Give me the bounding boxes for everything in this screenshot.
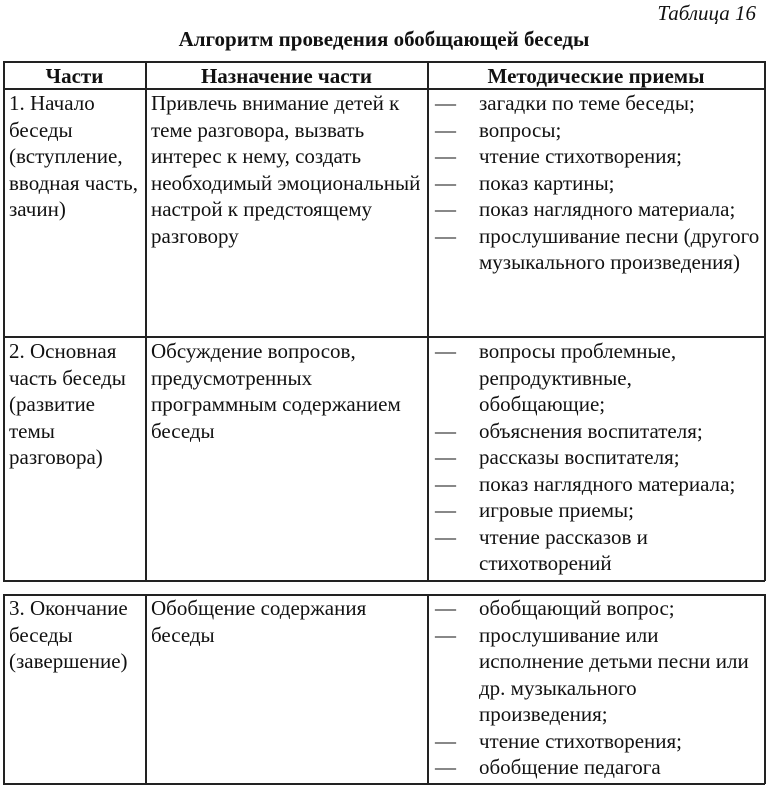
list-item: — показ наглядного материала;: [432, 196, 762, 223]
header-part: Части: [45, 64, 104, 88]
col1-divider: [145, 61, 147, 581]
row3-part: 3. Окончание беседы (завершение): [9, 596, 128, 673]
col2-divider: [427, 61, 429, 581]
row2-purpose: Обсуждение вопросов, предусмотренных программным содержанием беседы: [151, 339, 401, 443]
list-item: — объяснения воспитателя;: [432, 418, 762, 445]
right-border: [764, 61, 766, 581]
row2-part: 2. Основная часть беседы (развитие темы разговора): [9, 339, 126, 469]
row3-purpose: Обобщение содержания беседы: [151, 596, 367, 647]
list-item: — вопросы проблемные, репродуктивные, обобщающие;: [432, 338, 762, 418]
col2-divider-row3: [427, 594, 429, 784]
row2-methods-list: [432, 338, 762, 577]
table-bottom-border: [3, 783, 765, 785]
left-border: [3, 61, 5, 581]
list-item: — чтение стихотворения;: [432, 728, 762, 755]
list-item: — рассказы воспитателя;: [432, 444, 762, 471]
list-item: — обобщающий вопрос;: [432, 595, 762, 622]
list-item: — обобщение педагога: [432, 754, 762, 781]
list-item: — показ наглядного материала;: [432, 471, 762, 498]
list-item: — загадки по теме беседы;: [432, 90, 762, 117]
list-item: — чтение рассказов и стихотворений: [432, 524, 762, 577]
list-item: — вопросы;: [432, 117, 762, 144]
row2-bottom-border: [3, 580, 765, 582]
header-methods: Методические приемы: [487, 64, 705, 88]
table-title: Алгоритм проведения обобщающей беседы: [178, 27, 590, 51]
row1-methods-list: [432, 90, 762, 276]
row3-methods-list: [432, 595, 762, 781]
col1-divider-row3: [145, 594, 147, 784]
list-item: — прослушивание или исполнение детьми песни или др. музыкального произведения;: [432, 622, 762, 728]
left-border-row3: [3, 594, 5, 784]
row1-purpose: Привлечь внимание детей к теме разговора, вызвать интерес к нему, создать необходимый эмоциональный настрой к предстоящему разговору: [151, 91, 421, 248]
list-item: — прослушивание песни (другого музыкального произведения): [432, 223, 762, 276]
list-item: — показ картины;: [432, 170, 762, 197]
table-caption: Таблица 16: [657, 1, 756, 25]
table-top-border: [3, 61, 765, 63]
list-item: — игровые приемы;: [432, 497, 762, 524]
right-border-row3: [764, 594, 766, 784]
row1-part: 1. Начало беседы (вступление, вводная часть, зачин): [9, 91, 138, 221]
list-item: — чтение стихотворения;: [432, 143, 762, 170]
header-purpose: Назначение части: [200, 64, 373, 88]
